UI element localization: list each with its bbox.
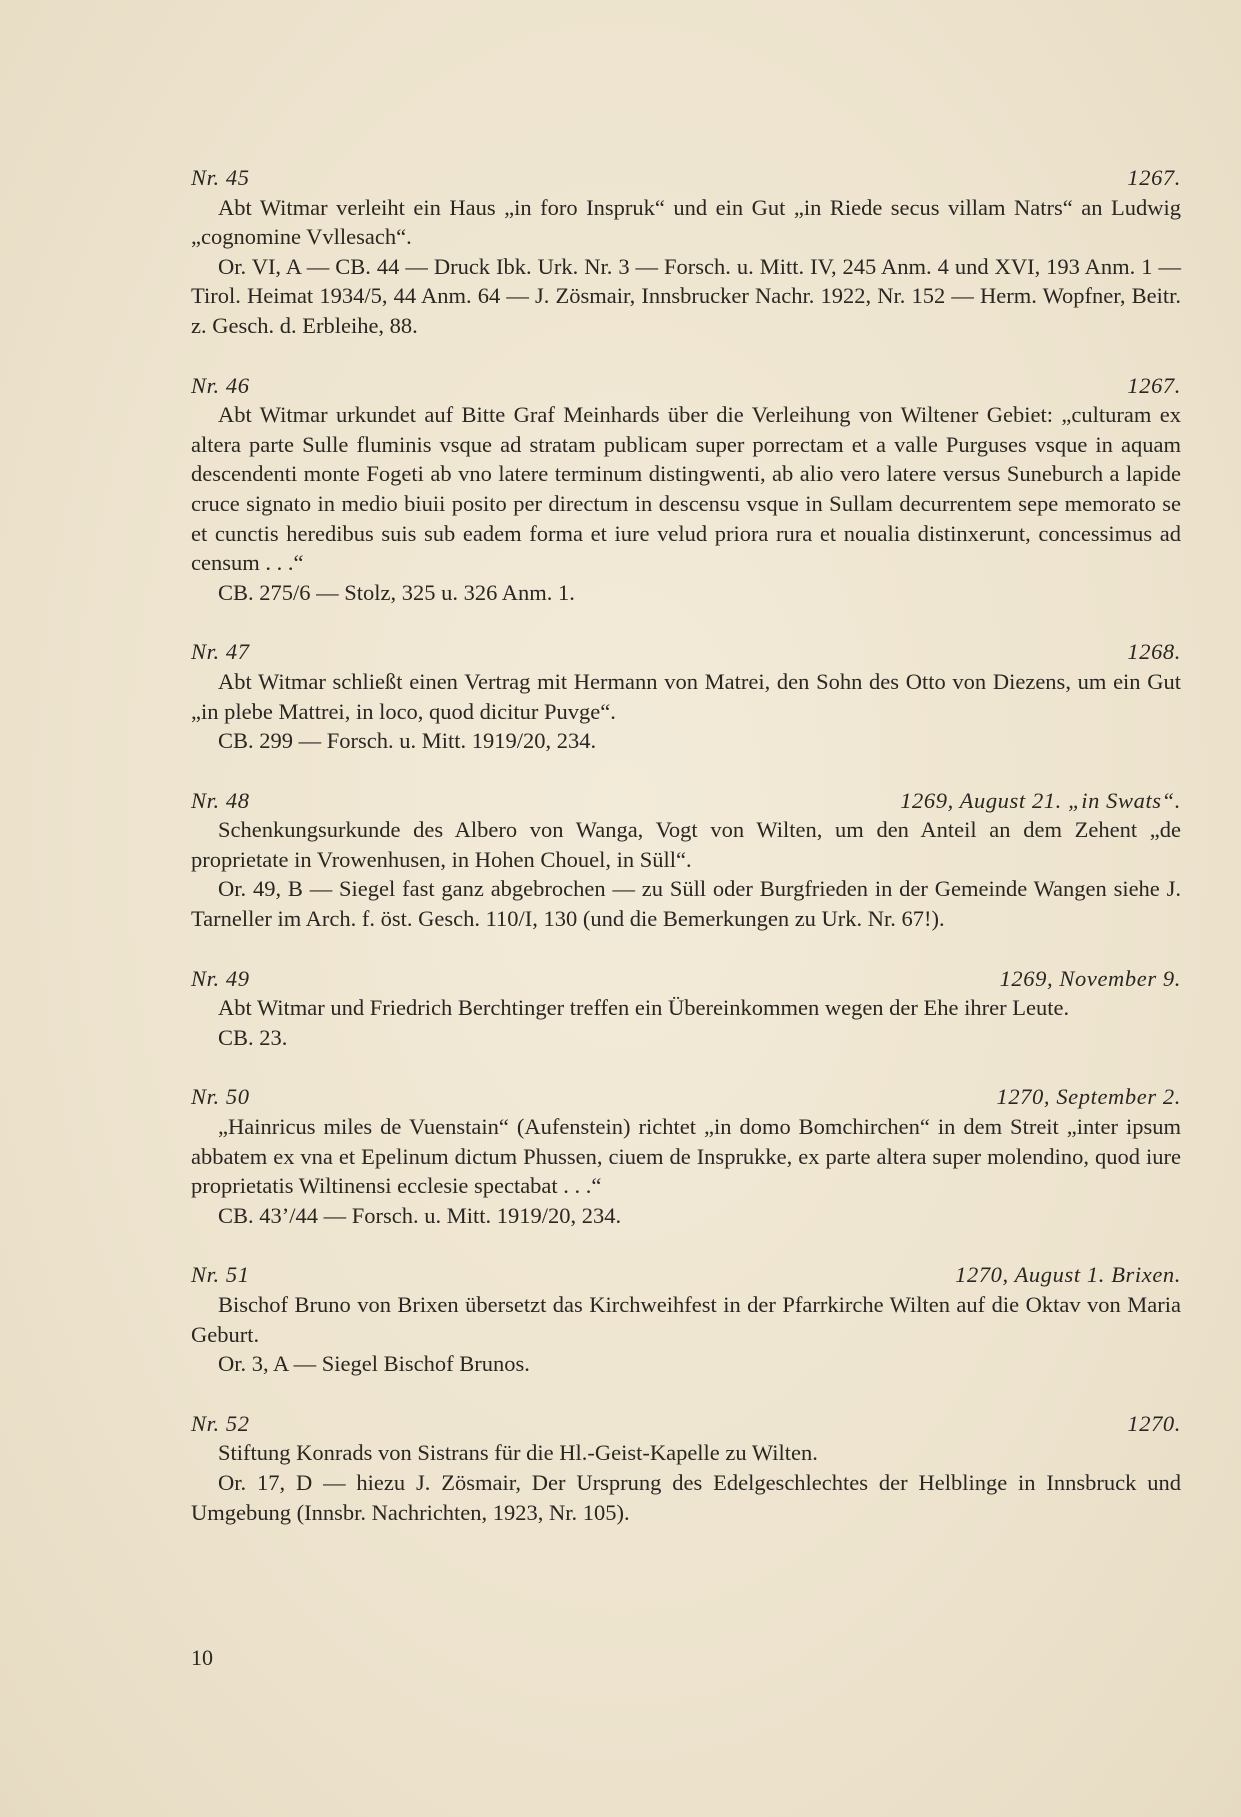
entry-summary: „Hainricus miles de Vuenstain“ (Aufenstein) richtet „in domo Bomchirchen“ in dem Streit „inter ipsum abbatem ex vna et Epelinum dictum Phussen, ciuem de Insprukke, ex parte altera super molendino, quod iure proprietatis Wiltinensi ecclesie spectabat . . .“ — [191, 1114, 1181, 1199]
entry-sources: Or. 3, A — Siegel Bischof Brunos. — [218, 1351, 530, 1377]
entry-number: Nr. 48 — [191, 787, 250, 813]
entry-sources: Or. VI, A — CB. 44 — Druck Ibk. Urk. Nr. 3 — Forsch. u. Mitt. IV, 245 Anm. 4 und XVI, 193 Anm. 1 — Tirol. Heimat 1934/5, 44 Anm. 64 — J. Zösmair, Innsbrucker Nachr. 1922, Nr. 152 — Herm. Wopfner, Beitr. z. Gesch. d. Erbleihe, 88. — [191, 253, 1181, 338]
entry-header — [191, 1082, 1181, 1112]
entry-date: 1270. — [1127, 1410, 1181, 1436]
entry-nr-52 — [191, 1409, 1181, 1527]
entry-nr-48 — [191, 786, 1181, 934]
entry-header — [191, 371, 1181, 401]
page-number: 10 — [191, 1645, 213, 1670]
entry-header — [191, 964, 1181, 994]
entry-sources: CB. 275/6 — Stolz, 325 u. 326 Anm. 1. — [218, 579, 575, 605]
entry-header — [191, 637, 1181, 667]
entry-summary: Stiftung Konrads von Sistrans für die Hl.-Geist-Kapelle zu Wilten. — [218, 1440, 818, 1466]
entry-summary: Abt Witmar und Friedrich Berchtinger treffen ein Übereinkommen wegen der Ehe ihrer Leute. — [218, 995, 1070, 1021]
entry-number: Nr. 49 — [191, 965, 250, 991]
entry-nr-49 — [191, 964, 1181, 1053]
entry-header — [191, 1409, 1181, 1439]
entry-sources: Or. 17, D — hiezu J. Zösmair, Der Ursprung des Edelgeschlechtes der Helblinge in Innsbruck und Umgebung (Innsbr. Nachrichten, 1923, Nr. 105). — [191, 1469, 1181, 1525]
document-body — [191, 163, 1181, 1527]
entry-number: Nr. 51 — [191, 1262, 250, 1288]
entry-summary: Abt Witmar urkundet auf Bitte Graf Meinhards über die Verleihung von Wiltener Gebiet: „culturam ex altera parte Sulle fluminis vsque ad stratam publicam super porrectam et a valle Purguses vsque in aquam descendenti monte Fogeti ab vno latere terminum distingwenti, ab alio vero latere versus Suneburch a lapide cruce signato in medio biuii posito per directum in descensu vsque in Sullam decurrentem sepe memorato se et cunctis heredibus suis sub eadem forma et iure velud priora rura et noualia distinxerunt, concessimus ad censum . . .“ — [191, 402, 1181, 576]
entry-number: Nr. 47 — [191, 639, 250, 665]
entry-header — [191, 1260, 1181, 1290]
entry-date: 1267. — [1127, 372, 1181, 398]
entry-date: 1270, August 1. Brixen. — [955, 1262, 1181, 1288]
entry-sources: CB. 43’/44 — Forsch. u. Mitt. 1919/20, 234. — [218, 1202, 622, 1228]
entry-date: 1269, August 21. „in Swats“. — [900, 787, 1181, 813]
entry-nr-47 — [191, 637, 1181, 755]
entry-date: 1270, September 2. — [996, 1084, 1181, 1110]
entry-nr-45 — [191, 163, 1181, 341]
entry-sources: CB. 23. — [218, 1024, 288, 1050]
entry-nr-51 — [191, 1260, 1181, 1378]
entry-date: 1267. — [1127, 165, 1181, 190]
entry-number: Nr. 46 — [191, 372, 250, 398]
entry-sources: CB. 299 — Forsch. u. Mitt. 1919/20, 234. — [218, 728, 597, 754]
entry-summary: Abt Witmar schließt einen Vertrag mit Hermann von Matrei, den Sohn des Otto von Diezens, um ein Gut „in plebe Mattrei, in loco, quod dicitur Puvge“. — [191, 668, 1181, 724]
entry-summary: Bischof Bruno von Brixen übersetzt das Kirchweihfest in der Pfarrkirche Wilten auf die Oktav von Maria Geburt. — [191, 1292, 1181, 1347]
entry-summary: Abt Witmar verleiht ein Haus „in foro Inspruk“ und ein Gut „in Riede secus villam Natrs“ an Ludwig „cognomine Vvllesach“. — [191, 194, 1181, 250]
entry-date: 1269, November 9. — [999, 965, 1181, 991]
entry-header — [191, 786, 1181, 816]
entry-number: Nr. 50 — [191, 1084, 250, 1110]
entry-header — [191, 163, 1181, 193]
entry-sources: Or. 49, B — Siegel fast ganz abgebrochen — zu Süll oder Burgfrieden in der Gemeinde Wangen siehe J. Tarneller im Arch. f. öst. Gesch. 110/I, 130 (und die Bemerkungen zu Urk. Nr. 67!). — [191, 876, 1181, 932]
entry-nr-50 — [191, 1082, 1181, 1230]
entry-date: 1268. — [1127, 639, 1181, 665]
entry-number: Nr. 45 — [191, 165, 250, 190]
entry-summary: Schenkungsurkunde des Albero von Wanga, Vogt von Wilten, um den Anteil an dem Zehent „de proprietate in Vrowenhusen, in Hohen Chouel, in Süll“. — [191, 817, 1181, 872]
entry-number: Nr. 52 — [191, 1410, 250, 1436]
entry-nr-46 — [191, 371, 1181, 608]
